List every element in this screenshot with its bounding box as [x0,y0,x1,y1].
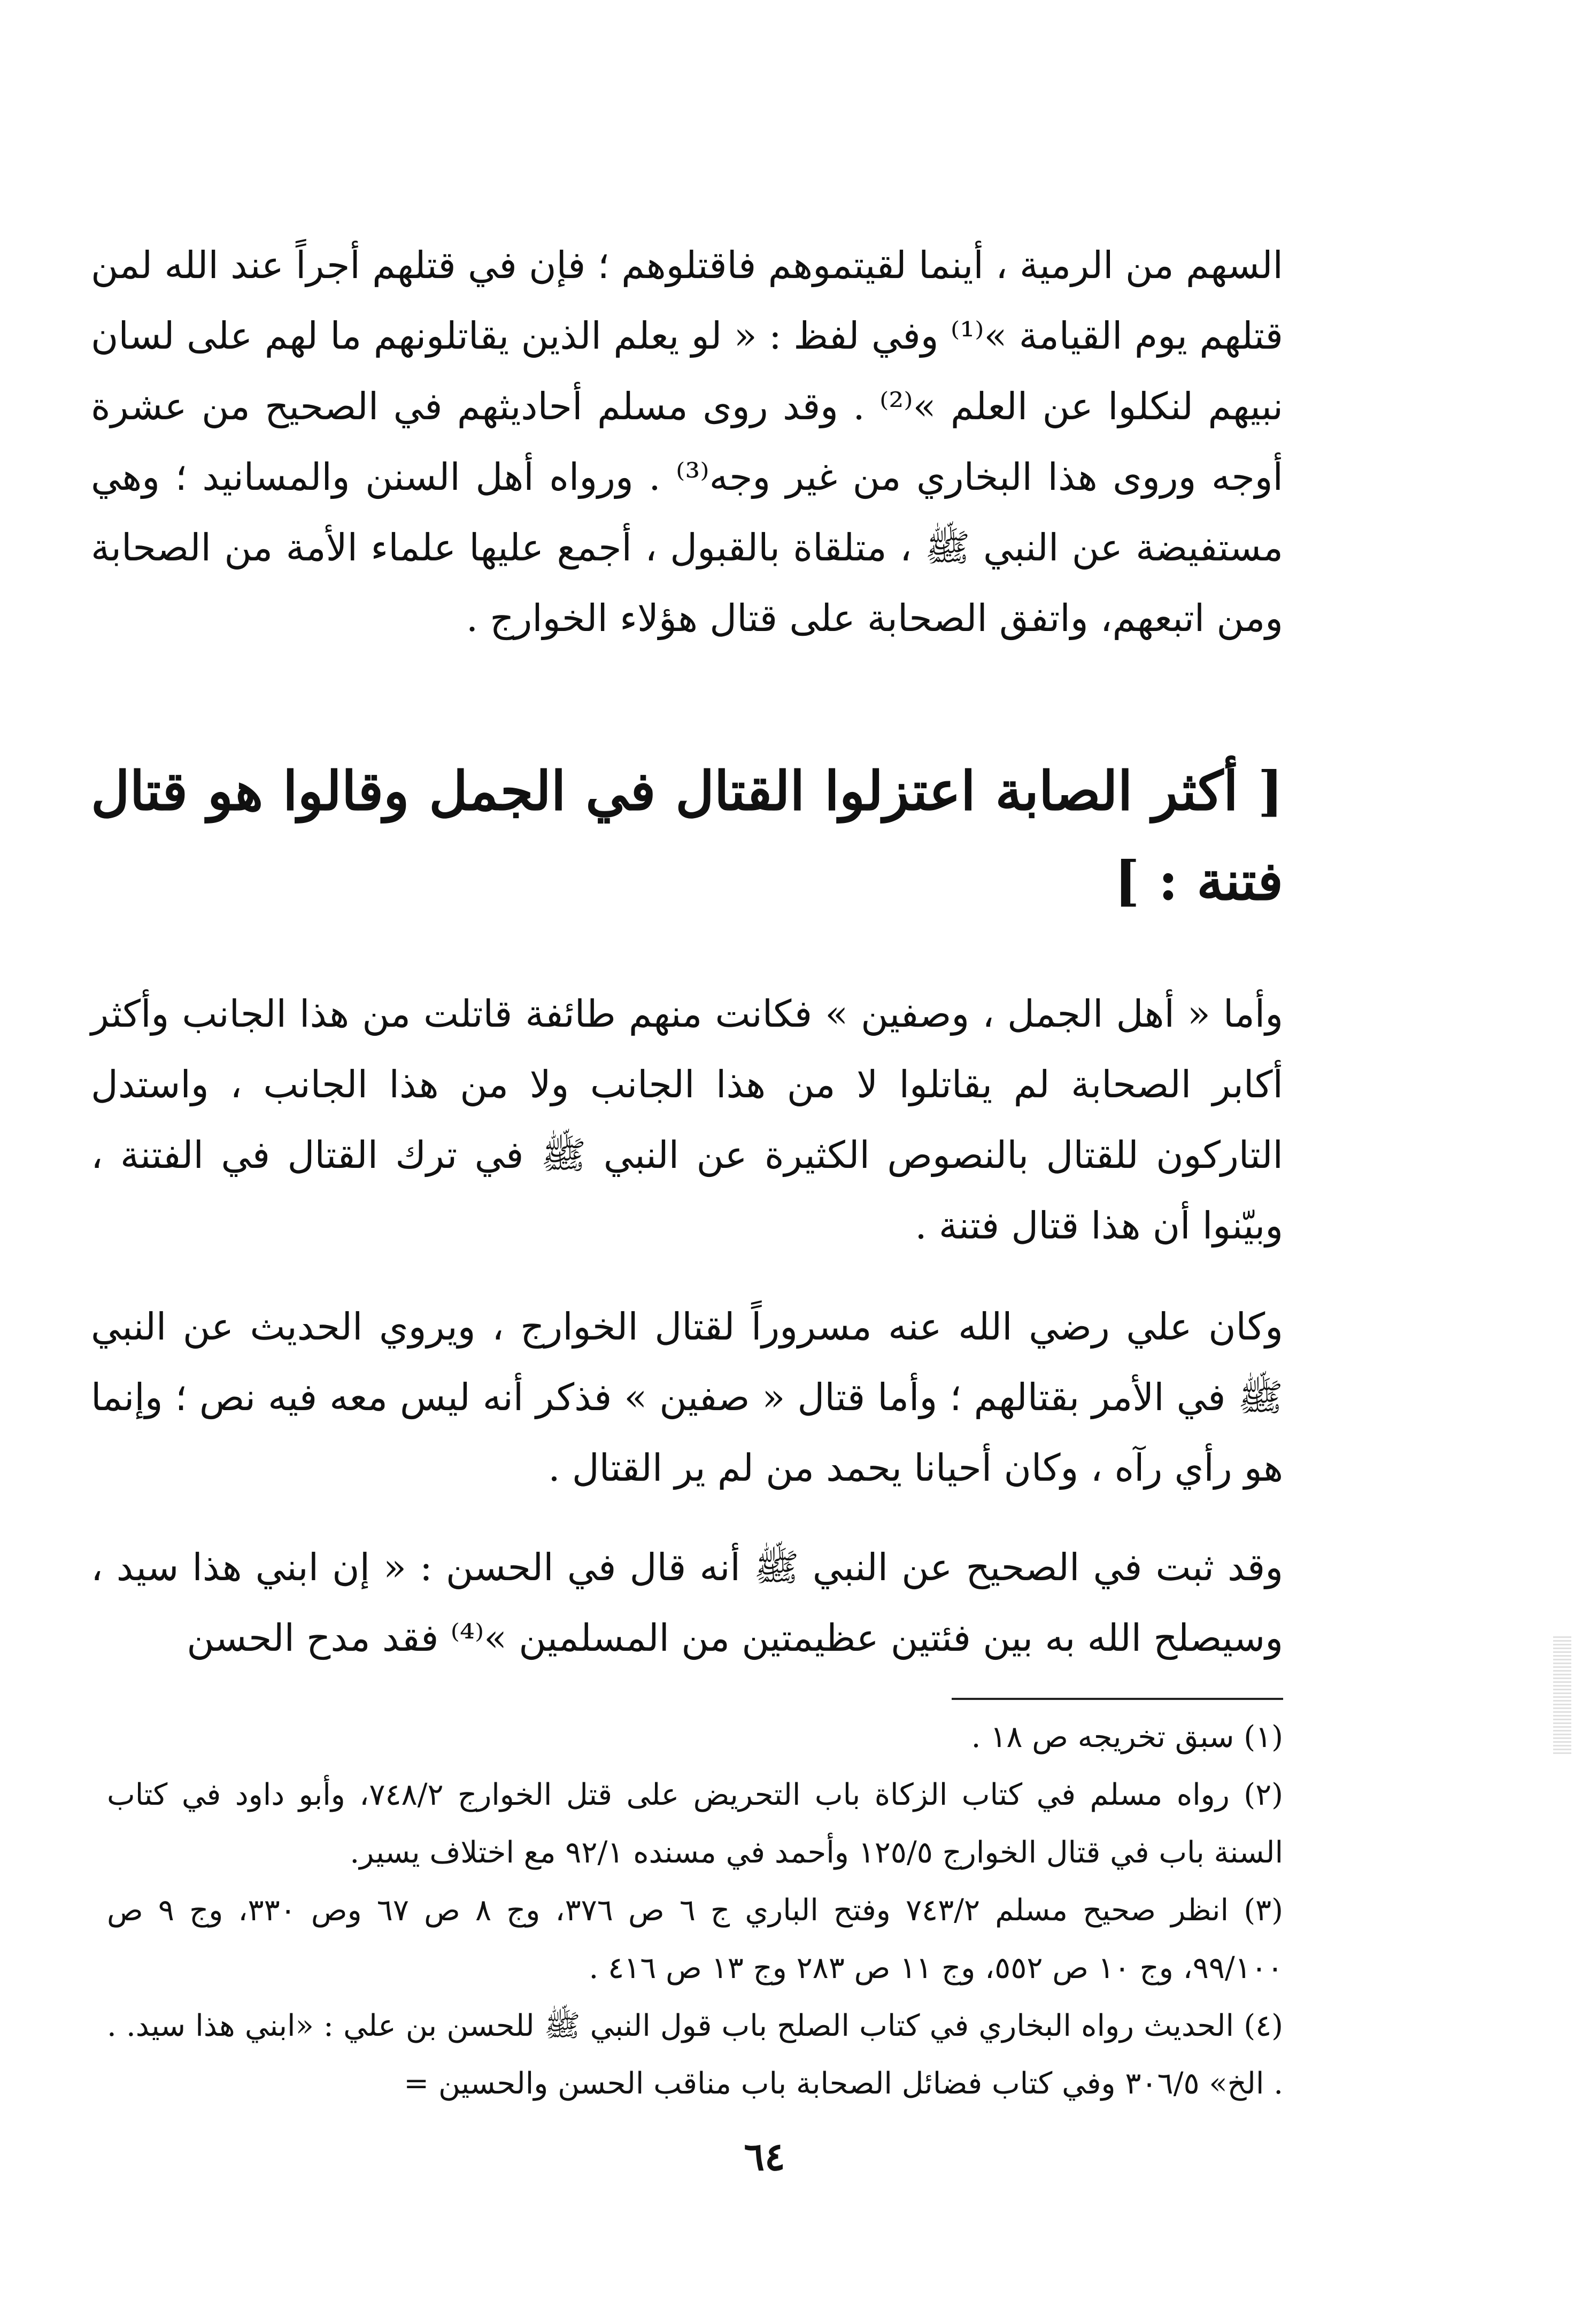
footnote-4: (٤) الحديث رواه البخاري في كتاب الصلح باب قول النبي ﷺ للحسن بن علي : «ابني هذا سيد. . . الخ» ٣٠٦/٥ وفي كتاب فضائل الصحابة باب مناقب الحسن والحسين = [107,2009,1283,2101]
scan-artifact [1553,1636,1571,1754]
section-heading: [ أكثر الصابة اعتزلوا القتال في الجمل وقالوا هو قتال فتنة : ] [91,759,1283,912]
body-paragraph-jamal-siffin: وأما « أهل الجمل ، وصفين » فكانت منهم طائفة قاتلت من هذا الجانب وأكثر أكابر الصحابة لم يقاتلوا لا من هذا الجانب ولا من هذا الجانب ، واستدل التاركون للقتال بالنصوص الكثيرة عن النبي ﷺ في ترك القتال في الفتنة ، وبيّنوا أن هذا قتال فتنة . [91,992,1283,1248]
page-number: ٦٤ [744,2134,785,2179]
body-paragraph-ali-khawarij: وكان علي رضي الله عنه مسروراً لقتال الخوارج ، ويروي الحديث عن النبي ﷺ في الأمر بقتالهم ؛ وأما قتال « صفين » فذكر أنه ليس معه فيه نص ؛ وإنما هو رأي رآه ، وكان أحيانا يحمد من لم ير القتال . [91,1305,1283,1490]
footnotes [107,1709,1283,2113]
footnote-3: (٣) انظر صحيح مسلم ٧٤٣/٢ وفتح الباري ج ٦ ص ٣٧٦، وج ٨ ص ٦٧ وص ٣٣٠، وج ٩ ص ٩٩/١٠٠، وج ١٠ ص ٥٥٢، وج ١١ ص ٢٨٣ وج ١٣ ص ٤١٦ . [107,1893,1283,1986]
body-paragraph-hasan: وقد ثبت في الصحيح عن النبي ﷺ أنه قال في الحسن : « إن ابني هذا سيد ، وسيصلح الله به بين فئتين عظيمتين من المسلمين »⁽⁴⁾ فقد مدح الحسن [91,1545,1283,1660]
footnote-1: (١) سبق تخريجه ص ١٨ . [971,1720,1283,1754]
footnote-separator [952,1698,1283,1700]
body-paragraph-intro: السهم من الرمية ، أينما لقيتموهم فاقتلوهم ؛ فإن في قتلهم أجراً عند الله لمن قتلهم يوم القيامة »⁽¹⁾ وفي لفظ : « لو يعلم الذين يقاتلونهم ما لهم على لسان نبيهم لنكلوا عن العلم »⁽²⁾ . وقد روى مسلم أحاديثهم في الصحيح من عشرة أوجه وروى هذا البخاري من غير وجه⁽³⁾ . ورواه أهل السنن والمسانيد ؛ وهي مستفيضة عن النبي ﷺ ، متلقاة بالقبول ، أجمع عليها علماء الأمة من الصحابة ومن اتبعهم، واتفق الصحابة على قتال هؤلاء الخوارج . [91,243,1284,640]
footnote-2: (٢) رواه مسلم في كتاب الزكاة باب التحريض على قتل الخوارج ٧٤٨/٢، وأبو داود في كتاب السنة باب في قتال الخوارج ١٢٥/٥ وأحمد في مسنده ٩٢/١ مع اختلاف يسير. [107,1777,1283,1870]
